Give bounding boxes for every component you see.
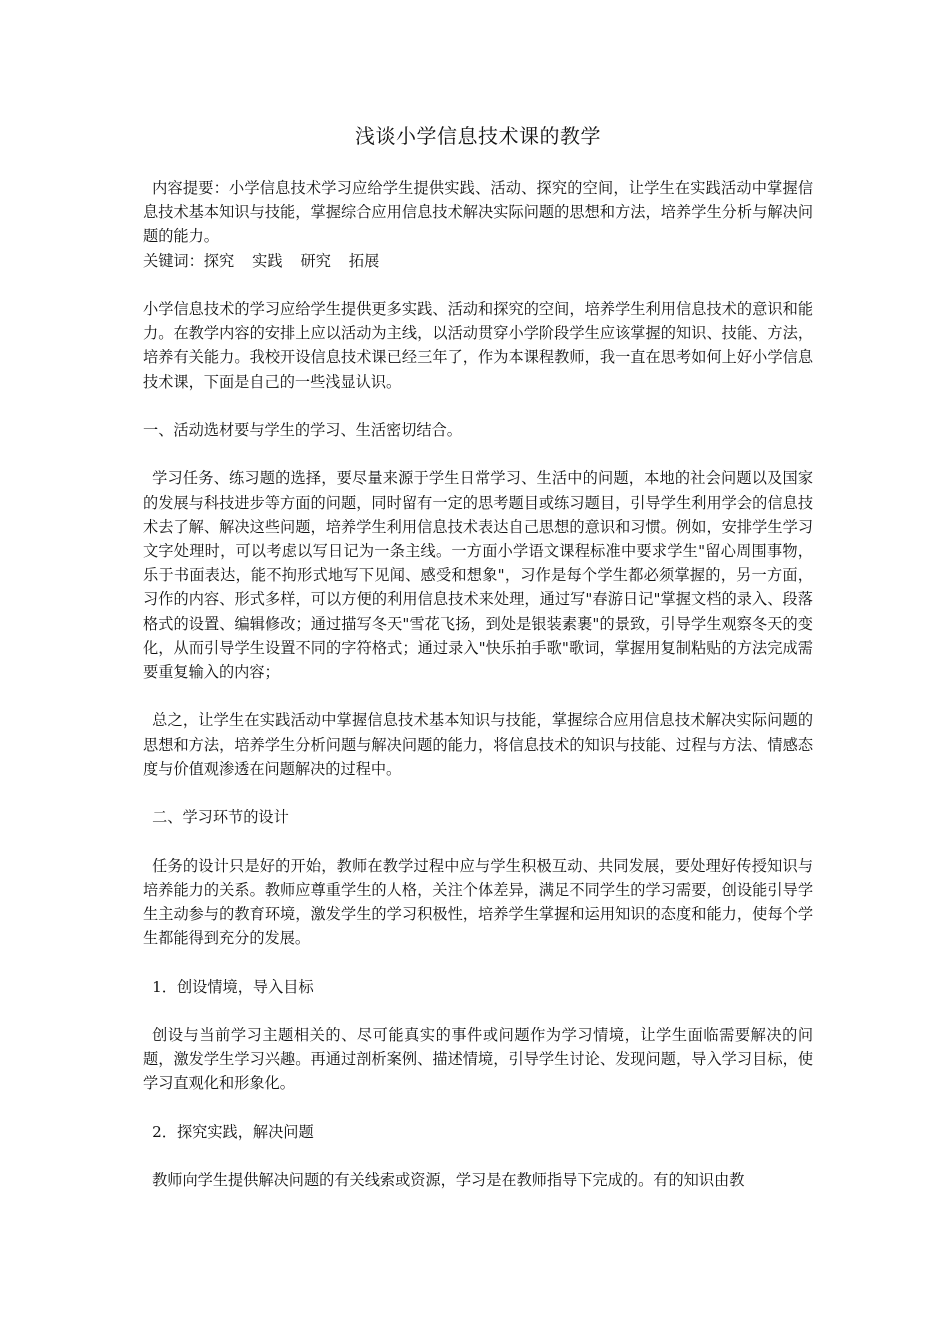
subsection-1-paragraph: 创设与当前学习主题相关的、尽可能真实的事件或问题作为学习情境，让学生面临需要解决的问题，激发学生学习兴趣。再通过剖析案例、描述情境，引导学生讨论、发现问题，导入学习目标，使学习直观化和形象化。 [143, 1025, 813, 1093]
section-2-paragraph: 任务的设计只是好的开始，教师在教学过程中应与学生积极互动、共同发展，要处理好传授知识与培养能力的关系。教师应尊重学生的人格，关注个体差异，满足不同学生的学习需要，创设能引导学生主动参与的教育环境，激发学生的学习积极性，培养学生掌握和运用知识的态度和能力，使每个学生都能得到充分的发展。 [143, 856, 813, 948]
paragraph-gap [143, 442, 813, 466]
keyword-item: 研究 [300, 251, 331, 270]
keyword-item: 实践 [252, 251, 283, 270]
keywords-label: 关键词： [143, 251, 204, 270]
paragraph-gap [143, 684, 813, 708]
paragraph-gap [143, 829, 813, 853]
subsection-heading-1: 1．创设情境，导入目标 [152, 977, 314, 996]
paragraph-gap [143, 781, 813, 805]
paragraph-gap [143, 950, 813, 974]
document-title: 浅谈小学信息技术课的教学 [355, 124, 601, 148]
keywords-line [143, 249, 813, 273]
subsection-heading-2: 2．探究实践，解决问题 [152, 1122, 314, 1141]
paragraph-gap [143, 999, 813, 1023]
keyword-item: 拓展 [348, 251, 380, 270]
document-body [143, 118, 813, 1192]
intro-paragraph: 小学信息技术的学习应给学生提供更多实践、活动和探究的空间，培养学生利用信息技术的意识和能力。在教学内容的安排上应以活动为主线，以活动贯穿小学阶段学生应该掌握的知识、技能、方法，培养有关能力。我校开设信息技术课已经三年了，作为本课程教师，我一直在思考如何上好小学信息技术课，下面是自己的一些浅显认识。 [143, 300, 813, 391]
paragraph-gap [143, 273, 813, 297]
section-heading-2: 二、学习环节的设计 [152, 808, 289, 827]
subsection-2-paragraph: 教师向学生提供解决问题的有关线索或资源，学习是在教师指导下完成的。有的知识由教 [152, 1171, 745, 1190]
section-1-paragraph: 学习任务、练习题的选择，要尽量来源于学生日常学习、生活中的问题，本地的社会问题以及国家的发展与科技进步等方面的问题，同时留有一定的思考题目或练习题目，引导学生利用学会的信息技术去了解、解决这些问题，培养学生利用信息技术表达自己思想的意识和习惯。例如，安排学生学习文字处理时，可以考虑以写日记为一条主线。一方面小学语文课程标准中要求学生"留心周围事物，乐于书面表达，能不拘形式地写下见闻、感受和想象"，习作是每个学生都必须掌握的，另一方面，习作的内容、形式多样，可以方便的利用信息技术来处理，通过写"春游日记"掌握文档的录入、段落格式的设置、编辑修改；通过描写冬天"雪花飞扬，到处是银装素裹"的景致，引导学生观察冬天的变化，从而引导学生设置不同的字符格式；通过录入"快乐拍手歌"歌词，掌握用复制粘贴的方法完成需要重复输入的内容； [143, 469, 813, 682]
abstract-paragraph: 内容提要：小学信息技术学习应给学生提供实践、活动、探究的空间，让学生在实践活动中掌握信息技术基本知识与技能，掌握综合应用信息技术解决实际问题的思想和方法，培养学生分析与解决问题的能力。 [143, 179, 813, 246]
section-heading-1: 一、活动选材要与学生的学习、生活密切结合。 [143, 421, 462, 439]
keyword-item: 探究 [203, 251, 235, 270]
paragraph-gap [143, 1096, 813, 1120]
paragraph-gap [143, 394, 813, 418]
summary-paragraph: 总之，让学生在实践活动中掌握信息技术基本知识与技能，掌握综合应用信息技术解决实际问题的思想和方法，培养学生分析问题与解决问题的能力，将信息技术的知识与技能、过程与方法、情感态度与价值观渗透在问题解决的过程中。 [143, 711, 813, 778]
paragraph-gap [143, 1144, 813, 1168]
